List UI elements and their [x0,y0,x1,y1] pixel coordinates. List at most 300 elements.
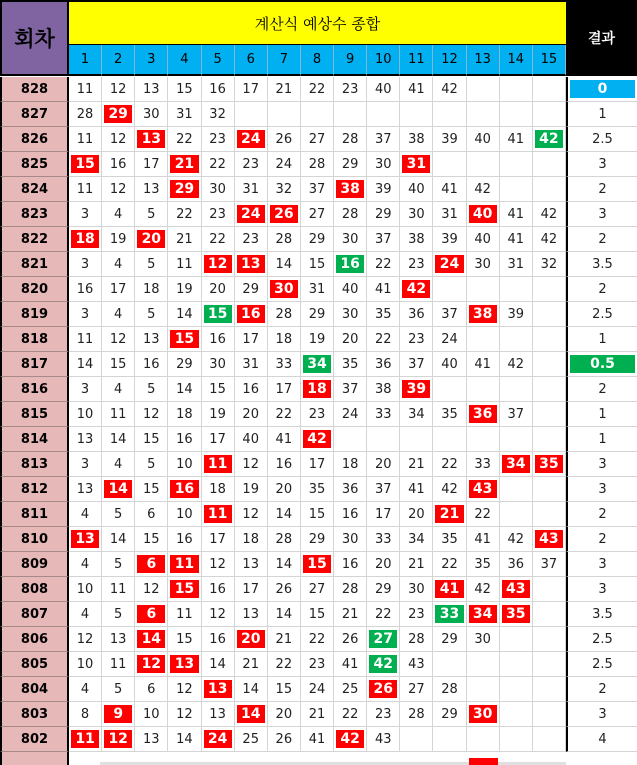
number-cell[interactable] [235,402,268,427]
number-cell[interactable] [168,127,201,152]
number-cell[interactable] [367,727,400,752]
number-cell[interactable] [533,677,566,702]
number-cell[interactable] [168,327,201,352]
round-cell[interactable]: 814 [0,427,69,452]
number-cell[interactable] [268,402,301,427]
number-cell[interactable] [400,452,433,477]
round-cell[interactable]: 813 [0,452,69,477]
number-cell[interactable] [400,327,433,352]
round-cell[interactable]: 818 [0,327,69,352]
round-cell[interactable]: 811 [0,502,69,527]
number-cell[interactable] [500,552,533,577]
result-cell[interactable] [566,677,637,702]
number-cell[interactable] [168,577,201,602]
number-cell[interactable] [367,77,400,102]
number-cell[interactable] [69,727,102,752]
number-cell[interactable] [235,577,268,602]
number-cell[interactable] [467,552,500,577]
number-cell[interactable] [202,577,235,602]
number-cell[interactable] [135,627,168,652]
number-cell[interactable] [135,427,168,452]
number-cell[interactable] [268,602,301,627]
number-cell[interactable] [400,427,433,452]
number-cell[interactable] [433,477,466,502]
number-cell[interactable] [400,602,433,627]
number-cell[interactable] [202,202,235,227]
number-cell[interactable] [168,277,201,302]
number-cell[interactable] [301,577,334,602]
number-cell[interactable] [202,602,235,627]
number-cell[interactable] [367,677,400,702]
number-cell[interactable] [268,652,301,677]
number-cell[interactable] [500,302,533,327]
number-cell[interactable] [102,277,135,302]
number-cell[interactable] [334,277,367,302]
number-cell[interactable] [301,652,334,677]
number-cell[interactable] [235,377,268,402]
number-cell[interactable] [433,702,466,727]
round-cell[interactable]: 810 [0,527,69,552]
number-cell[interactable] [467,127,500,152]
number-cell[interactable] [301,402,334,427]
result-cell[interactable] [566,327,637,352]
round-cell[interactable]: 802 [0,727,69,752]
result-cell[interactable] [566,127,637,152]
number-cell[interactable] [400,477,433,502]
result-cell[interactable] [566,377,637,402]
number-cell[interactable] [467,502,500,527]
number-cell[interactable] [135,527,168,552]
number-cell[interactable] [467,602,500,627]
number-cell[interactable] [301,227,334,252]
number-cell[interactable] [400,152,433,177]
number-cell[interactable] [334,427,367,452]
sheet-title[interactable] [69,0,566,45]
number-cell[interactable] [467,527,500,552]
number-cell[interactable] [500,702,533,727]
number-cell[interactable] [301,502,334,527]
number-cell[interactable] [500,652,533,677]
number-cell[interactable] [268,327,301,352]
round-cell[interactable]: 821 [0,252,69,277]
number-cell[interactable] [268,302,301,327]
number-cell[interactable] [400,502,433,527]
number-cell[interactable] [168,402,201,427]
result-cell[interactable] [566,352,637,377]
result-cell[interactable] [566,177,637,202]
number-cell[interactable] [500,102,533,127]
number-cell[interactable] [202,652,235,677]
number-cell[interactable] [334,727,367,752]
number-cell[interactable] [367,527,400,552]
number-cell[interactable] [202,477,235,502]
number-cell[interactable] [500,577,533,602]
number-cell[interactable] [533,577,566,602]
number-cell[interactable] [102,377,135,402]
number-cell[interactable] [467,202,500,227]
number-cell[interactable] [301,477,334,502]
number-cell[interactable] [533,302,566,327]
number-cell[interactable] [102,77,135,102]
number-cell[interactable] [168,202,201,227]
number-cell[interactable] [367,102,400,127]
number-cell[interactable] [467,302,500,327]
number-cell[interactable] [467,252,500,277]
number-cell[interactable] [367,127,400,152]
number-cell[interactable] [400,702,433,727]
number-cell[interactable] [334,652,367,677]
number-cell[interactable] [533,327,566,352]
number-cell[interactable] [69,377,102,402]
number-cell[interactable] [168,702,201,727]
number-cell[interactable] [135,677,168,702]
number-cell[interactable] [533,727,566,752]
number-cell[interactable] [235,702,268,727]
number-cell[interactable] [69,502,102,527]
number-cell[interactable] [367,402,400,427]
number-cell[interactable] [301,77,334,102]
number-cell[interactable] [202,377,235,402]
number-cell[interactable] [433,652,466,677]
number-cell[interactable] [500,127,533,152]
number-cell[interactable] [135,402,168,427]
number-cell[interactable] [367,452,400,477]
number-cell[interactable] [334,452,367,477]
number-cell[interactable] [235,652,268,677]
number-cell[interactable] [268,527,301,552]
number-cell[interactable] [334,552,367,577]
number-cell[interactable] [433,727,466,752]
result-cell[interactable] [566,402,637,427]
number-cell[interactable] [102,452,135,477]
number-cell[interactable] [400,302,433,327]
round-cell[interactable]: 805 [0,652,69,677]
number-cell[interactable] [268,277,301,302]
number-cell[interactable] [69,527,102,552]
result-cell[interactable] [566,452,637,477]
number-cell[interactable] [168,727,201,752]
result-cell[interactable] [566,652,637,677]
number-cell[interactable] [467,402,500,427]
number-cell[interactable] [202,402,235,427]
number-cell[interactable] [102,627,135,652]
number-cell[interactable] [102,102,135,127]
number-cell[interactable] [135,277,168,302]
column-header-12[interactable]: 12 [433,45,466,76]
number-cell[interactable] [367,227,400,252]
number-cell[interactable] [69,352,102,377]
number-cell[interactable] [268,77,301,102]
number-cell[interactable] [235,602,268,627]
number-cell[interactable] [367,302,400,327]
number-cell[interactable] [301,127,334,152]
number-cell[interactable] [467,702,500,727]
number-cell[interactable] [467,277,500,302]
number-cell[interactable] [69,427,102,452]
number-cell[interactable] [433,327,466,352]
number-cell[interactable] [268,452,301,477]
number-cell[interactable] [533,552,566,577]
result-cell[interactable] [566,152,637,177]
number-cell[interactable] [367,427,400,452]
number-cell[interactable] [69,327,102,352]
number-cell[interactable] [301,352,334,377]
result-cell[interactable] [566,527,637,552]
number-cell[interactable] [533,527,566,552]
number-cell[interactable] [202,277,235,302]
number-cell[interactable] [202,727,235,752]
number-cell[interactable] [433,602,466,627]
column-header-13[interactable]: 13 [467,45,500,76]
number-cell[interactable] [400,527,433,552]
number-cell[interactable] [467,152,500,177]
column-header-14[interactable]: 14 [500,45,533,76]
number-cell[interactable] [235,527,268,552]
number-cell[interactable] [367,652,400,677]
number-cell[interactable] [235,352,268,377]
round-cell[interactable]: 827 [0,102,69,127]
number-cell[interactable] [69,277,102,302]
round-cell[interactable]: 804 [0,677,69,702]
number-cell[interactable] [533,452,566,477]
round-cell[interactable]: 822 [0,227,69,252]
number-cell[interactable] [235,127,268,152]
number-cell[interactable] [533,702,566,727]
number-cell[interactable] [500,252,533,277]
number-cell[interactable] [433,102,466,127]
number-cell[interactable] [334,402,367,427]
number-cell[interactable] [400,552,433,577]
number-cell[interactable] [235,302,268,327]
number-cell[interactable] [467,352,500,377]
number-cell[interactable] [433,427,466,452]
number-cell[interactable] [367,177,400,202]
number-cell[interactable] [268,102,301,127]
number-cell[interactable] [367,577,400,602]
number-cell[interactable] [135,502,168,527]
number-cell[interactable] [533,277,566,302]
column-header-8[interactable]: 8 [301,45,334,76]
number-cell[interactable] [135,152,168,177]
number-cell[interactable] [301,202,334,227]
number-cell[interactable] [202,252,235,277]
number-cell[interactable] [102,402,135,427]
result-cell[interactable] [566,252,637,277]
round-cell[interactable]: 820 [0,277,69,302]
number-cell[interactable] [202,302,235,327]
number-cell[interactable] [235,277,268,302]
number-cell[interactable] [400,677,433,702]
number-cell[interactable] [500,227,533,252]
number-cell[interactable] [400,652,433,677]
number-cell[interactable] [168,527,201,552]
number-cell[interactable] [500,727,533,752]
number-cell[interactable] [168,102,201,127]
result-cell[interactable] [566,627,637,652]
number-cell[interactable] [268,477,301,502]
number-cell[interactable] [467,427,500,452]
number-cell[interactable] [202,352,235,377]
number-cell[interactable] [400,727,433,752]
number-cell[interactable] [69,77,102,102]
number-cell[interactable] [202,102,235,127]
round-cell[interactable]: 807 [0,602,69,627]
number-cell[interactable] [135,302,168,327]
round-cell[interactable]: 806 [0,627,69,652]
number-cell[interactable] [102,477,135,502]
column-header-7[interactable]: 7 [268,45,301,76]
number-cell[interactable] [235,152,268,177]
number-cell[interactable] [268,252,301,277]
number-cell[interactable] [135,227,168,252]
number-cell[interactable] [400,102,433,127]
number-cell[interactable] [102,602,135,627]
number-cell[interactable] [102,302,135,327]
number-cell[interactable] [69,102,102,127]
number-cell[interactable] [467,477,500,502]
number-cell[interactable] [334,577,367,602]
column-header-6[interactable]: 6 [235,45,268,76]
number-cell[interactable] [400,277,433,302]
number-cell[interactable] [334,677,367,702]
number-cell[interactable] [500,202,533,227]
number-cell[interactable] [367,702,400,727]
number-cell[interactable] [168,177,201,202]
number-cell[interactable] [400,127,433,152]
number-cell[interactable] [135,127,168,152]
number-cell[interactable] [168,227,201,252]
number-cell[interactable] [69,252,102,277]
round-cell[interactable]: 808 [0,577,69,602]
number-cell[interactable] [400,252,433,277]
number-cell[interactable] [135,352,168,377]
number-cell[interactable] [235,452,268,477]
round-cell[interactable]: 803 [0,702,69,727]
number-cell[interactable] [467,677,500,702]
number-cell[interactable] [268,427,301,452]
column-header-5[interactable]: 5 [202,45,235,76]
number-cell[interactable] [268,227,301,252]
number-cell[interactable] [334,527,367,552]
number-cell[interactable] [400,202,433,227]
number-cell[interactable] [500,527,533,552]
number-cell[interactable] [334,127,367,152]
number-cell[interactable] [433,402,466,427]
number-cell[interactable] [500,677,533,702]
number-cell[interactable] [367,327,400,352]
number-cell[interactable] [268,352,301,377]
number-cell[interactable] [202,702,235,727]
number-cell[interactable] [69,652,102,677]
column-header-2[interactable]: 2 [102,45,135,76]
number-cell[interactable] [168,477,201,502]
number-cell[interactable] [69,552,102,577]
number-cell[interactable] [168,652,201,677]
number-cell[interactable] [500,77,533,102]
number-cell[interactable] [301,677,334,702]
number-cell[interactable] [268,577,301,602]
number-cell[interactable] [367,477,400,502]
number-cell[interactable] [135,552,168,577]
number-cell[interactable] [433,527,466,552]
number-cell[interactable] [135,452,168,477]
number-cell[interactable] [268,152,301,177]
number-cell[interactable] [102,327,135,352]
number-cell[interactable] [301,152,334,177]
number-cell[interactable] [102,427,135,452]
number-cell[interactable] [433,277,466,302]
number-cell[interactable] [235,677,268,702]
number-cell[interactable] [400,177,433,202]
number-cell[interactable] [202,627,235,652]
result-cell[interactable] [566,102,637,127]
number-cell[interactable] [268,677,301,702]
number-cell[interactable] [433,152,466,177]
number-cell[interactable] [500,377,533,402]
number-cell[interactable] [334,377,367,402]
number-cell[interactable] [367,602,400,627]
column-header-4[interactable]: 4 [168,45,201,76]
number-cell[interactable] [235,202,268,227]
number-cell[interactable] [301,427,334,452]
number-cell[interactable] [301,302,334,327]
number-cell[interactable] [533,77,566,102]
round-cell[interactable]: 816 [0,377,69,402]
number-cell[interactable] [202,502,235,527]
number-cell[interactable] [135,477,168,502]
number-cell[interactable] [69,177,102,202]
number-cell[interactable] [135,577,168,602]
number-cell[interactable] [168,602,201,627]
number-cell[interactable] [334,502,367,527]
number-cell[interactable] [268,702,301,727]
number-cell[interactable] [433,377,466,402]
number-cell[interactable] [69,202,102,227]
result-cell[interactable] [566,302,637,327]
number-cell[interactable] [135,702,168,727]
number-cell[interactable] [268,727,301,752]
result-cell[interactable] [566,202,637,227]
number-cell[interactable] [433,252,466,277]
number-cell[interactable] [168,452,201,477]
number-cell[interactable] [301,252,334,277]
result-cell[interactable] [566,227,637,252]
number-cell[interactable] [202,177,235,202]
number-cell[interactable] [433,627,466,652]
number-cell[interactable] [202,677,235,702]
number-cell[interactable] [367,202,400,227]
round-cell[interactable]: 809 [0,552,69,577]
number-cell[interactable] [467,77,500,102]
number-cell[interactable] [533,602,566,627]
column-header-1[interactable]: 1 [69,45,102,76]
number-cell[interactable] [467,102,500,127]
number-cell[interactable] [334,477,367,502]
number-cell[interactable] [102,652,135,677]
number-cell[interactable] [533,177,566,202]
number-cell[interactable] [500,177,533,202]
number-cell[interactable] [135,377,168,402]
number-cell[interactable] [301,727,334,752]
number-cell[interactable] [268,177,301,202]
number-cell[interactable] [69,402,102,427]
number-cell[interactable] [135,177,168,202]
number-cell[interactable] [202,527,235,552]
column-header-15[interactable]: 15 [533,45,566,76]
number-cell[interactable] [533,477,566,502]
number-cell[interactable] [69,602,102,627]
number-cell[interactable] [235,427,268,452]
